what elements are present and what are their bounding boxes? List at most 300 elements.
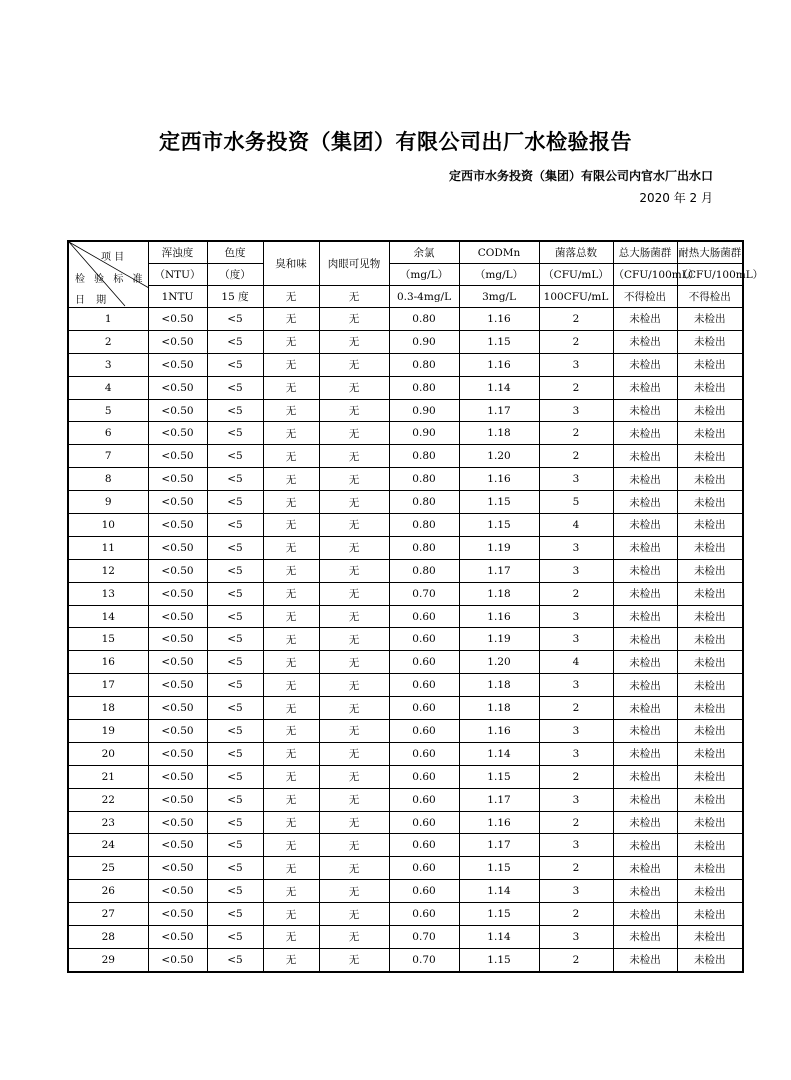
cell-odor: 无 [263, 880, 319, 903]
cell-visible-matter: 无 [319, 697, 389, 720]
diag-standard-label: 检 验 标 准 [75, 274, 146, 285]
cell-codmn: 1.14 [459, 926, 539, 949]
cell-color: <5 [207, 697, 263, 720]
col-std-odor: 无 [263, 286, 319, 308]
cell-day: 28 [68, 926, 148, 949]
cell-colony-count: 3 [539, 788, 613, 811]
cell-visible-matter: 无 [319, 559, 389, 582]
header-row-names [68, 241, 743, 264]
cell-total-coliform: 未检出 [613, 605, 677, 628]
col-std-chlorine: 0.3-4mg/L [389, 286, 459, 308]
cell-codmn: 1.16 [459, 811, 539, 834]
cell-colony-count: 3 [539, 674, 613, 697]
cell-colony-count: 2 [539, 857, 613, 880]
cell-color: <5 [207, 628, 263, 651]
cell-thermo-coliform: 未检出 [677, 582, 743, 605]
cell-colony-count: 2 [539, 697, 613, 720]
cell-visible-matter: 无 [319, 422, 389, 445]
cell-total-coliform: 未检出 [613, 376, 677, 399]
cell-odor: 无 [263, 582, 319, 605]
cell-color: <5 [207, 536, 263, 559]
cell-colony-count: 3 [539, 468, 613, 491]
cell-codmn: 1.19 [459, 628, 539, 651]
cell-total-coliform: 未检出 [613, 903, 677, 926]
cell-colony-count: 3 [539, 605, 613, 628]
col-unit-thermo-coliform: （CFU/100mL） [677, 264, 743, 286]
cell-day: 11 [68, 536, 148, 559]
cell-chlorine: 0.60 [389, 697, 459, 720]
cell-turbidity: <0.50 [148, 765, 207, 788]
cell-total-coliform: 未检出 [613, 720, 677, 743]
cell-colony-count: 3 [539, 353, 613, 376]
col-name-odor: 臭和味 [263, 241, 319, 286]
cell-turbidity: <0.50 [148, 651, 207, 674]
cell-colony-count: 2 [539, 445, 613, 468]
cell-codmn: 1.15 [459, 903, 539, 926]
cell-turbidity: <0.50 [148, 880, 207, 903]
table-row [68, 948, 743, 971]
table-row [68, 308, 743, 331]
cell-color: <5 [207, 811, 263, 834]
cell-color: <5 [207, 582, 263, 605]
cell-visible-matter: 无 [319, 857, 389, 880]
cell-color: <5 [207, 857, 263, 880]
cell-color: <5 [207, 651, 263, 674]
cell-total-coliform: 未检出 [613, 857, 677, 880]
col-unit-codmn: （mg/L） [459, 264, 539, 286]
col-std-codmn: 3mg/L [459, 286, 539, 308]
cell-turbidity: <0.50 [148, 514, 207, 537]
cell-day: 25 [68, 857, 148, 880]
cell-thermo-coliform: 未检出 [677, 697, 743, 720]
col-name-chlorine: 余氯 [389, 241, 459, 264]
cell-day: 22 [68, 788, 148, 811]
cell-color: <5 [207, 926, 263, 949]
cell-total-coliform: 未检出 [613, 330, 677, 353]
cell-chlorine: 0.60 [389, 811, 459, 834]
cell-visible-matter: 无 [319, 353, 389, 376]
table-row [68, 399, 743, 422]
col-unit-turbidity: （NTU） [148, 264, 207, 286]
cell-visible-matter: 无 [319, 514, 389, 537]
cell-codmn: 1.16 [459, 720, 539, 743]
cell-visible-matter: 无 [319, 720, 389, 743]
cell-odor: 无 [263, 353, 319, 376]
cell-codmn: 1.17 [459, 399, 539, 422]
cell-colony-count: 3 [539, 926, 613, 949]
header-row-units [68, 264, 743, 286]
cell-visible-matter: 无 [319, 903, 389, 926]
cell-turbidity: <0.50 [148, 376, 207, 399]
table-row [68, 857, 743, 880]
cell-total-coliform: 未检出 [613, 788, 677, 811]
cell-total-coliform: 未检出 [613, 697, 677, 720]
cell-turbidity: <0.50 [148, 308, 207, 331]
col-name-colony-count: 菌落总数 [539, 241, 613, 264]
cell-chlorine: 0.60 [389, 605, 459, 628]
cell-thermo-coliform: 未检出 [677, 399, 743, 422]
cell-day: 12 [68, 559, 148, 582]
cell-turbidity: <0.50 [148, 857, 207, 880]
table-row [68, 765, 743, 788]
cell-thermo-coliform: 未检出 [677, 857, 743, 880]
cell-odor: 无 [263, 308, 319, 331]
cell-thermo-coliform: 未检出 [677, 422, 743, 445]
cell-day: 16 [68, 651, 148, 674]
cell-codmn: 1.17 [459, 834, 539, 857]
cell-turbidity: <0.50 [148, 582, 207, 605]
cell-day: 15 [68, 628, 148, 651]
cell-total-coliform: 未检出 [613, 880, 677, 903]
cell-turbidity: <0.50 [148, 422, 207, 445]
cell-visible-matter: 无 [319, 651, 389, 674]
cell-codmn: 1.16 [459, 308, 539, 331]
cell-visible-matter: 无 [319, 605, 389, 628]
cell-thermo-coliform: 未检出 [677, 445, 743, 468]
cell-turbidity: <0.50 [148, 674, 207, 697]
cell-chlorine: 0.60 [389, 788, 459, 811]
cell-total-coliform: 未检出 [613, 834, 677, 857]
cell-turbidity: <0.50 [148, 559, 207, 582]
table-row [68, 491, 743, 514]
cell-day: 3 [68, 353, 148, 376]
col-unit-chlorine: （mg/L） [389, 264, 459, 286]
cell-odor: 无 [263, 697, 319, 720]
cell-colony-count: 3 [539, 742, 613, 765]
cell-codmn: 1.14 [459, 376, 539, 399]
cell-turbidity: <0.50 [148, 445, 207, 468]
table-row [68, 353, 743, 376]
cell-color: <5 [207, 330, 263, 353]
cell-color: <5 [207, 674, 263, 697]
table-row [68, 330, 743, 353]
cell-visible-matter: 无 [319, 468, 389, 491]
cell-chlorine: 0.80 [389, 491, 459, 514]
cell-color: <5 [207, 720, 263, 743]
cell-color: <5 [207, 742, 263, 765]
cell-visible-matter: 无 [319, 628, 389, 651]
cell-total-coliform: 未检出 [613, 514, 677, 537]
diag-date-label: 日 期 [75, 295, 111, 306]
cell-thermo-coliform: 未检出 [677, 330, 743, 353]
cell-visible-matter: 无 [319, 788, 389, 811]
cell-codmn: 1.14 [459, 742, 539, 765]
cell-total-coliform: 未检出 [613, 491, 677, 514]
cell-chlorine: 0.60 [389, 674, 459, 697]
cell-odor: 无 [263, 399, 319, 422]
col-name-codmn: CODMn [459, 241, 539, 264]
cell-codmn: 1.18 [459, 582, 539, 605]
cell-odor: 无 [263, 376, 319, 399]
cell-color: <5 [207, 559, 263, 582]
cell-chlorine: 0.80 [389, 445, 459, 468]
table-row [68, 697, 743, 720]
cell-codmn: 1.20 [459, 445, 539, 468]
cell-thermo-coliform: 未检出 [677, 834, 743, 857]
cell-day: 29 [68, 948, 148, 971]
cell-thermo-coliform: 未检出 [677, 491, 743, 514]
cell-thermo-coliform: 未检出 [677, 651, 743, 674]
cell-chlorine: 0.90 [389, 399, 459, 422]
cell-odor: 无 [263, 628, 319, 651]
cell-chlorine: 0.60 [389, 651, 459, 674]
cell-color: <5 [207, 834, 263, 857]
cell-odor: 无 [263, 765, 319, 788]
table-row [68, 445, 743, 468]
cell-visible-matter: 无 [319, 811, 389, 834]
col-unit-color: （度） [207, 264, 263, 286]
cell-turbidity: <0.50 [148, 742, 207, 765]
cell-visible-matter: 无 [319, 880, 389, 903]
cell-odor: 无 [263, 834, 319, 857]
cell-thermo-coliform: 未检出 [677, 536, 743, 559]
cell-day: 10 [68, 514, 148, 537]
cell-day: 21 [68, 765, 148, 788]
table-row [68, 788, 743, 811]
table-row [68, 651, 743, 674]
cell-chlorine: 0.80 [389, 308, 459, 331]
cell-codmn: 1.18 [459, 422, 539, 445]
cell-color: <5 [207, 880, 263, 903]
cell-color: <5 [207, 788, 263, 811]
cell-total-coliform: 未检出 [613, 536, 677, 559]
cell-colony-count: 2 [539, 376, 613, 399]
cell-thermo-coliform: 未检出 [677, 720, 743, 743]
cell-day: 18 [68, 697, 148, 720]
cell-total-coliform: 未检出 [613, 559, 677, 582]
cell-total-coliform: 未检出 [613, 582, 677, 605]
cell-chlorine: 0.60 [389, 903, 459, 926]
cell-day: 14 [68, 605, 148, 628]
header-row-standards [68, 286, 743, 308]
col-std-colony-count: 100CFU/mL [539, 286, 613, 308]
cell-thermo-coliform: 未检出 [677, 788, 743, 811]
cell-chlorine: 0.80 [389, 536, 459, 559]
cell-codmn: 1.15 [459, 765, 539, 788]
cell-total-coliform: 未检出 [613, 948, 677, 971]
cell-day: 5 [68, 399, 148, 422]
cell-odor: 无 [263, 514, 319, 537]
cell-turbidity: <0.50 [148, 605, 207, 628]
table-row [68, 880, 743, 903]
cell-colony-count: 2 [539, 948, 613, 971]
cell-total-coliform: 未检出 [613, 926, 677, 949]
cell-colony-count: 3 [539, 720, 613, 743]
cell-color: <5 [207, 353, 263, 376]
cell-codmn: 1.16 [459, 468, 539, 491]
cell-codmn: 1.19 [459, 536, 539, 559]
cell-total-coliform: 未检出 [613, 308, 677, 331]
cell-chlorine: 0.60 [389, 880, 459, 903]
cell-day: 8 [68, 468, 148, 491]
cell-thermo-coliform: 未检出 [677, 353, 743, 376]
cell-visible-matter: 无 [319, 399, 389, 422]
cell-total-coliform: 未检出 [613, 674, 677, 697]
cell-day: 23 [68, 811, 148, 834]
cell-odor: 无 [263, 445, 319, 468]
cell-total-coliform: 未检出 [613, 811, 677, 834]
cell-chlorine: 0.90 [389, 422, 459, 445]
cell-day: 2 [68, 330, 148, 353]
cell-codmn: 1.18 [459, 697, 539, 720]
cell-colony-count: 2 [539, 422, 613, 445]
cell-color: <5 [207, 445, 263, 468]
cell-thermo-coliform: 未检出 [677, 903, 743, 926]
cell-day: 4 [68, 376, 148, 399]
table-row [68, 720, 743, 743]
diagonal-header-cell [68, 241, 148, 308]
cell-total-coliform: 未检出 [613, 445, 677, 468]
cell-total-coliform: 未检出 [613, 765, 677, 788]
cell-chlorine: 0.60 [389, 834, 459, 857]
cell-chlorine: 0.60 [389, 720, 459, 743]
col-unit-colony-count: （CFU/mL） [539, 264, 613, 286]
cell-visible-matter: 无 [319, 491, 389, 514]
cell-total-coliform: 未检出 [613, 399, 677, 422]
cell-colony-count: 3 [539, 880, 613, 903]
cell-chlorine: 0.60 [389, 628, 459, 651]
cell-thermo-coliform: 未检出 [677, 926, 743, 949]
cell-visible-matter: 无 [319, 948, 389, 971]
table-row [68, 582, 743, 605]
cell-turbidity: <0.50 [148, 834, 207, 857]
cell-odor: 无 [263, 926, 319, 949]
cell-chlorine: 0.90 [389, 330, 459, 353]
col-std-visible-matter: 无 [319, 286, 389, 308]
cell-visible-matter: 无 [319, 445, 389, 468]
cell-turbidity: <0.50 [148, 926, 207, 949]
table-row [68, 605, 743, 628]
cell-odor: 无 [263, 742, 319, 765]
cell-day: 17 [68, 674, 148, 697]
cell-odor: 无 [263, 330, 319, 353]
cell-codmn: 1.17 [459, 559, 539, 582]
cell-codmn: 1.15 [459, 491, 539, 514]
table-row [68, 811, 743, 834]
cell-codmn: 1.15 [459, 514, 539, 537]
cell-chlorine: 0.70 [389, 926, 459, 949]
cell-thermo-coliform: 未检出 [677, 605, 743, 628]
diag-item-label: 项 目 [101, 252, 125, 263]
cell-thermo-coliform: 未检出 [677, 948, 743, 971]
table-row [68, 742, 743, 765]
cell-color: <5 [207, 468, 263, 491]
col-std-turbidity: 1NTU [148, 286, 207, 308]
cell-thermo-coliform: 未检出 [677, 559, 743, 582]
cell-odor: 无 [263, 536, 319, 559]
col-name-thermo-coliform: 耐热大肠菌群 [677, 241, 743, 264]
cell-visible-matter: 无 [319, 582, 389, 605]
cell-turbidity: <0.50 [148, 468, 207, 491]
cell-color: <5 [207, 491, 263, 514]
cell-turbidity: <0.50 [148, 948, 207, 971]
col-name-color: 色度 [207, 241, 263, 264]
cell-odor: 无 [263, 903, 319, 926]
cell-colony-count: 3 [539, 834, 613, 857]
cell-total-coliform: 未检出 [613, 353, 677, 376]
cell-day: 1 [68, 308, 148, 331]
cell-odor: 无 [263, 605, 319, 628]
cell-chlorine: 0.80 [389, 559, 459, 582]
cell-color: <5 [207, 399, 263, 422]
cell-odor: 无 [263, 674, 319, 697]
cell-day: 19 [68, 720, 148, 743]
cell-turbidity: <0.50 [148, 399, 207, 422]
table-row [68, 376, 743, 399]
cell-thermo-coliform: 未检出 [677, 468, 743, 491]
cell-codmn: 1.20 [459, 651, 539, 674]
cell-codmn: 1.15 [459, 948, 539, 971]
table-row [68, 559, 743, 582]
cell-color: <5 [207, 514, 263, 537]
table-row [68, 536, 743, 559]
cell-odor: 无 [263, 720, 319, 743]
cell-thermo-coliform: 未检出 [677, 765, 743, 788]
cell-thermo-coliform: 未检出 [677, 742, 743, 765]
cell-odor: 无 [263, 491, 319, 514]
col-name-visible-matter: 肉眼可见物 [319, 241, 389, 286]
cell-total-coliform: 未检出 [613, 742, 677, 765]
cell-thermo-coliform: 未检出 [677, 628, 743, 651]
cell-turbidity: <0.50 [148, 903, 207, 926]
report-title: 定西市水务投资（集团）有限公司出厂水检验报告 [159, 130, 632, 154]
col-unit-total-coliform: （CFU/100mL） [613, 264, 677, 286]
cell-colony-count: 2 [539, 765, 613, 788]
cell-day: 20 [68, 742, 148, 765]
cell-colony-count: 5 [539, 491, 613, 514]
table-row [68, 926, 743, 949]
cell-odor: 无 [263, 857, 319, 880]
cell-chlorine: 0.60 [389, 742, 459, 765]
cell-thermo-coliform: 未检出 [677, 376, 743, 399]
cell-day: 27 [68, 903, 148, 926]
cell-colony-count: 3 [539, 536, 613, 559]
cell-visible-matter: 无 [319, 674, 389, 697]
cell-color: <5 [207, 903, 263, 926]
cell-codmn: 1.16 [459, 353, 539, 376]
col-name-total-coliform: 总大肠菌群 [613, 241, 677, 264]
cell-odor: 无 [263, 811, 319, 834]
cell-visible-matter: 无 [319, 926, 389, 949]
cell-turbidity: <0.50 [148, 536, 207, 559]
cell-chlorine: 0.60 [389, 857, 459, 880]
inspection-table [67, 240, 764, 973]
cell-chlorine: 0.70 [389, 948, 459, 971]
cell-codmn: 1.16 [459, 605, 539, 628]
report-date: 2020 年 2 月 [639, 191, 713, 205]
cell-color: <5 [207, 765, 263, 788]
cell-color: <5 [207, 605, 263, 628]
cell-codmn: 1.15 [459, 330, 539, 353]
cell-thermo-coliform: 未检出 [677, 880, 743, 903]
sampling-location: 定西市水务投资（集团）有限公司内官水厂出水口 [448, 169, 713, 183]
cell-color: <5 [207, 948, 263, 971]
cell-total-coliform: 未检出 [613, 628, 677, 651]
cell-turbidity: <0.50 [148, 811, 207, 834]
cell-chlorine: 0.60 [389, 765, 459, 788]
cell-odor: 无 [263, 559, 319, 582]
cell-odor: 无 [263, 788, 319, 811]
cell-turbidity: <0.50 [148, 697, 207, 720]
cell-colony-count: 2 [539, 308, 613, 331]
table-row [68, 834, 743, 857]
cell-odor: 无 [263, 468, 319, 491]
cell-codmn: 1.17 [459, 788, 539, 811]
cell-day: 6 [68, 422, 148, 445]
cell-turbidity: <0.50 [148, 720, 207, 743]
cell-thermo-coliform: 未检出 [677, 514, 743, 537]
cell-colony-count: 2 [539, 582, 613, 605]
